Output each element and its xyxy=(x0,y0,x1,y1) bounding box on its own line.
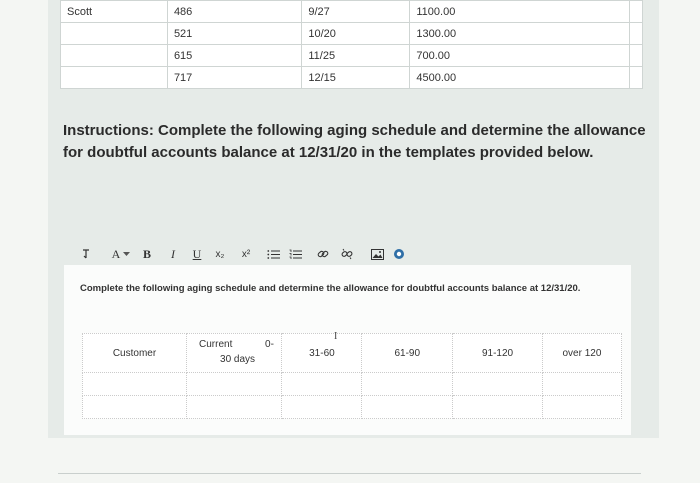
empty-cell xyxy=(630,67,643,89)
header-current-days: 30 days xyxy=(220,354,256,365)
image-icon[interactable] xyxy=(370,245,384,263)
paragraph-format-icon[interactable] xyxy=(78,245,94,263)
ordered-list-icon[interactable] xyxy=(266,245,280,263)
customer-name-cell xyxy=(61,23,168,45)
instructions-text: Instructions: Complete the following aging schedule and determine the allowance for doubtful accounts balance at 12/31/20 in the templates provided below. xyxy=(63,122,646,161)
invoice-number-cell: 615 xyxy=(167,45,301,67)
editor-prompt-text: Complete the following aging schedule and determine the allowance for doubtful accounts balance at 12/31/20. xyxy=(80,283,581,294)
invoice-amount-cell: 1100.00 xyxy=(410,1,630,23)
invoice-number-cell: 717 xyxy=(167,67,301,89)
invoice-table xyxy=(60,0,643,89)
empty-cell xyxy=(630,1,643,23)
editor-toolbar xyxy=(78,245,406,263)
table-cell[interactable] xyxy=(282,373,362,396)
divider xyxy=(58,473,641,474)
header-current-dash: 0- xyxy=(265,339,274,350)
table-row xyxy=(83,396,622,419)
table-cell[interactable] xyxy=(453,373,543,396)
invoice-number-cell: 521 xyxy=(167,23,301,45)
invoice-amount-cell: 1300.00 xyxy=(410,23,630,45)
header-customer[interactable]: Customer xyxy=(83,334,187,373)
superscript-button[interactable]: x² xyxy=(241,248,251,260)
header-91-120[interactable]: 91-120 xyxy=(453,334,543,373)
table-cell[interactable] xyxy=(362,373,453,396)
table-header-row xyxy=(83,334,622,373)
customer-name-cell xyxy=(61,67,168,89)
table-cell[interactable] xyxy=(362,396,453,419)
underline-button[interactable]: U xyxy=(192,246,202,261)
aging-schedule-table xyxy=(82,333,622,419)
table-row xyxy=(83,373,622,396)
header-current-label: Current xyxy=(199,339,233,350)
invoice-amount-cell: 700.00 xyxy=(410,45,630,67)
text-cursor-icon: I xyxy=(334,331,338,342)
invoice-date-cell: 12/15 xyxy=(302,67,410,89)
table-cell[interactable] xyxy=(83,396,187,419)
unordered-list-icon[interactable] xyxy=(288,245,302,263)
invoice-date-cell: 10/20 xyxy=(302,23,410,45)
table-cell[interactable] xyxy=(542,373,621,396)
table-cell[interactable] xyxy=(542,396,621,419)
table-row xyxy=(61,23,643,45)
table-row xyxy=(61,45,643,67)
customer-name-cell xyxy=(61,45,168,67)
font-color-label: A xyxy=(111,246,121,261)
bold-button[interactable]: B xyxy=(142,246,151,261)
header-61-90[interactable]: 61-90 xyxy=(362,334,453,373)
table-cell[interactable] xyxy=(282,396,362,419)
table-cell[interactable] xyxy=(187,396,282,419)
table-cell[interactable] xyxy=(83,373,187,396)
chevron-down-icon xyxy=(123,252,130,257)
header-current[interactable] xyxy=(187,334,282,373)
table-row xyxy=(61,67,643,89)
table-cell[interactable] xyxy=(453,396,543,419)
font-color-button[interactable] xyxy=(106,245,136,263)
invoice-number-cell: 486 xyxy=(167,1,301,23)
empty-cell xyxy=(630,23,643,45)
media-icon[interactable] xyxy=(392,245,406,263)
link-icon[interactable] xyxy=(316,245,330,263)
subscript-button[interactable]: x₂ xyxy=(215,248,225,260)
invoice-amount-cell: 4500.00 xyxy=(410,67,630,89)
invoice-date-cell: 9/27 xyxy=(302,1,410,23)
invoice-date-cell: 11/25 xyxy=(302,45,410,67)
customer-name-cell: Scott xyxy=(61,1,168,23)
empty-cell xyxy=(630,45,643,67)
table-cell[interactable] xyxy=(187,373,282,396)
header-over-120[interactable]: over 120 xyxy=(542,334,621,373)
italic-button[interactable]: I xyxy=(171,246,175,261)
table-row xyxy=(61,1,643,23)
header-31-60[interactable]: 31-60 xyxy=(282,334,362,373)
unlink-icon[interactable] xyxy=(340,245,354,263)
